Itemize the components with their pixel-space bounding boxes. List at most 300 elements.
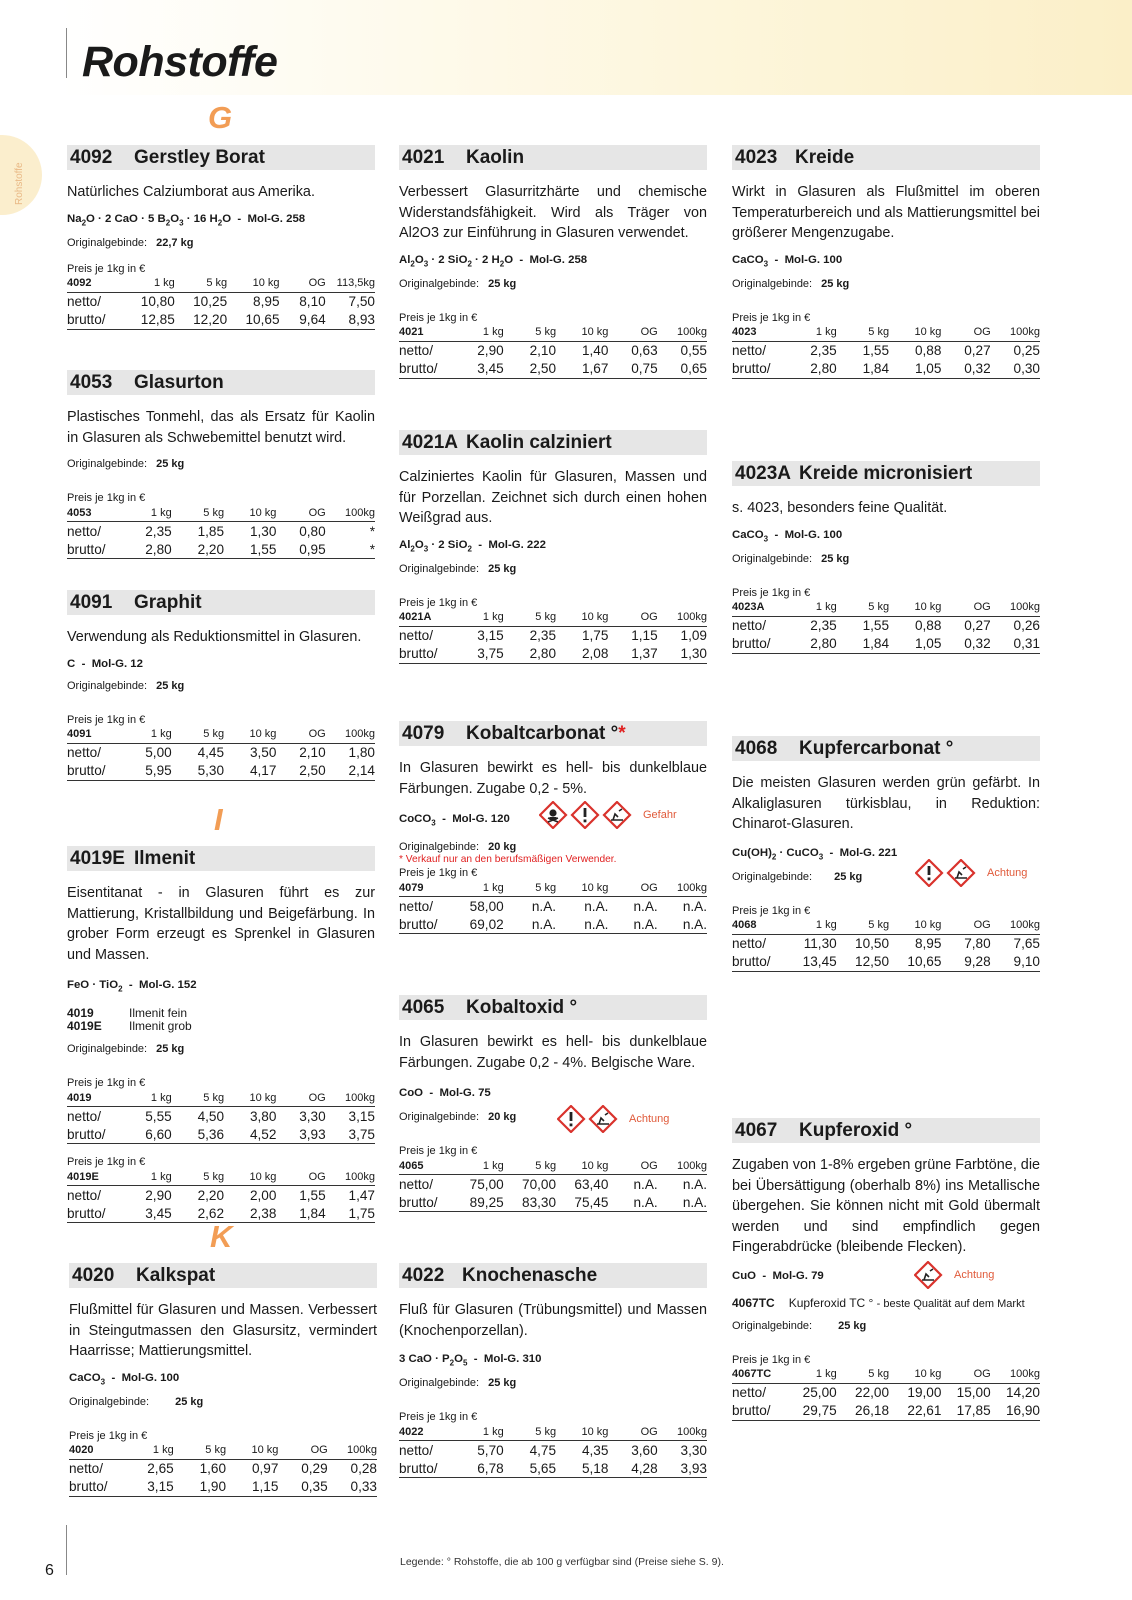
price-cell: 1,90 xyxy=(174,1478,226,1497)
price-cell: 0,25 xyxy=(1013,343,1040,359)
article-number: 4092 xyxy=(70,147,113,168)
price-cell: n.A. xyxy=(682,898,707,914)
price-table xyxy=(399,609,707,664)
price-cell: 6,78 xyxy=(454,1459,503,1478)
signal-word: Achtung xyxy=(954,1268,995,1281)
row-label: brutto/ xyxy=(399,360,454,379)
price-cell: 5 kg xyxy=(837,1366,889,1384)
price-cell: n.A. xyxy=(633,1176,658,1192)
price-cell: 10 kg xyxy=(224,1089,276,1107)
price-cell: 2,35 xyxy=(810,343,837,359)
price-label: Preis je 1kg in € xyxy=(732,586,811,599)
price-cell: OG xyxy=(941,917,990,935)
price-cell: 5,65 xyxy=(504,1459,556,1478)
price-cell: 75,00 xyxy=(469,1176,504,1192)
price-cell: 100kg xyxy=(658,324,707,342)
price-cell: 10,25 xyxy=(193,294,228,310)
chemical-formula: $Al_2O_3 \cdot 2$ SiO$_2$ · 2 $H_2O - Mol-G$. 258 xyxy=(399,253,588,268)
description: In Glasuren bewirkt es hell- bis dunkelblaue Färbungen. Zugabe 0,2 - 4%. Belgische Ware. xyxy=(399,1034,707,1071)
price-cell: 4023 xyxy=(732,324,787,342)
price-cell: 0,35 xyxy=(278,1478,327,1497)
environment-hazard-icon xyxy=(914,1261,944,1289)
price-table xyxy=(67,1089,375,1144)
netto-row xyxy=(399,341,707,360)
variant-name: Ilmenit fein xyxy=(129,1006,188,1021)
article-number: 4020 xyxy=(72,1265,115,1286)
price-cell: 3,45 xyxy=(454,360,503,379)
price-cell: 5 kg xyxy=(174,1442,226,1460)
price-cell: OG xyxy=(941,1366,990,1384)
brutto-row xyxy=(399,1193,707,1212)
price-cell: 1,55 xyxy=(862,343,890,359)
original-package-value: 20 kg xyxy=(488,841,517,854)
price-header-row xyxy=(399,1157,707,1175)
original-package-value: 25 kg xyxy=(156,458,185,470)
page-number: 6 xyxy=(45,1562,54,1579)
price-cell: 3,30 xyxy=(299,1108,326,1124)
hazard-pictograms-icon xyxy=(557,1105,619,1133)
price-cell: 10 kg xyxy=(556,1157,608,1175)
price-cell: 3,15 xyxy=(124,1478,173,1497)
price-cell: 2,65 xyxy=(147,1461,174,1477)
price-cell: 7,80 xyxy=(964,936,991,952)
article-number: 4021 xyxy=(402,147,445,168)
formula-text: CoO xyxy=(399,1087,424,1099)
price-cell: 1,84 xyxy=(276,1204,325,1223)
price-cell: 1,67 xyxy=(556,360,608,379)
price-cell: 4,52 xyxy=(224,1125,276,1144)
original-package-value: 25 kg xyxy=(488,277,517,290)
original-package xyxy=(399,1111,707,1123)
netto-row xyxy=(399,1175,707,1194)
description: Verbessert Glasurritzhärte und chemische Widerstandsfähigkeit. Wird als Träger von Al2O3 zur Einführung in Glasuren verwendet. xyxy=(399,184,707,241)
price-cell: 100kg xyxy=(658,1423,707,1441)
netto-row xyxy=(732,934,1040,953)
price-cell: 2,35 xyxy=(810,618,837,634)
netto-row xyxy=(67,743,375,762)
entry-knochenasche xyxy=(399,1263,707,1478)
brutto-row xyxy=(732,953,1040,972)
netto-row xyxy=(399,626,707,645)
price-cell: 2,80 xyxy=(787,360,836,379)
price-cell: 5 kg xyxy=(504,1423,556,1441)
mol-weight: Mol-G. 12 xyxy=(91,657,143,670)
price-cell: 12,50 xyxy=(837,953,889,972)
price-cell: 2,35 xyxy=(529,628,557,644)
original-package-label: Originalgebinde: xyxy=(399,277,480,290)
price-cell: n.A. xyxy=(682,1176,707,1192)
price-cell: 17,85 xyxy=(941,1402,990,1421)
price-cell: 4092 xyxy=(67,275,122,293)
formula-text: CuO xyxy=(732,1269,757,1282)
description: Wirkt in Glasuren als Flußmittel im oberen Temperaturbereich und als Mattierungsmittel bei größerer Mengenzugabe. xyxy=(732,184,1040,241)
price-cell: 5 kg xyxy=(837,599,889,617)
original-package xyxy=(67,680,375,692)
original-package-value: 25 kg xyxy=(821,277,850,290)
price-cell: 22,00 xyxy=(855,1385,890,1400)
signal-word: Achtung xyxy=(987,866,1028,879)
price-cell: 4053 xyxy=(67,504,122,522)
variant-code: 4019E xyxy=(67,1019,102,1034)
price-cell: n.A. xyxy=(531,898,557,914)
price-cell: 11,30 xyxy=(803,936,837,952)
mol-weight: Mol-G. 100 xyxy=(784,528,843,541)
price-cell: 2,50 xyxy=(276,762,325,781)
product-name: Gerstley Borat xyxy=(134,147,265,168)
price-cell: 1,05 xyxy=(889,635,941,654)
original-package-label: Originalgebinde: xyxy=(67,458,148,470)
original-package-value: 25 kg xyxy=(175,1395,204,1408)
price-label: Preis je 1kg in € xyxy=(399,1411,478,1424)
price-table xyxy=(732,599,1040,654)
row-label: brutto/ xyxy=(399,915,454,934)
price-cell: 1,09 xyxy=(680,628,707,644)
price-cell: 1,47 xyxy=(348,1187,375,1203)
price-cell: 0,97 xyxy=(251,1461,279,1477)
price-cell: 12,20 xyxy=(175,311,227,330)
price-header-row xyxy=(67,726,375,744)
brutto-row xyxy=(67,311,375,330)
price-cell: 5 kg xyxy=(504,609,556,627)
price-cell: 2,90 xyxy=(145,1187,172,1203)
netto-row xyxy=(732,341,1040,360)
price-cell: 100kg xyxy=(658,879,707,897)
price-cell: n.A. xyxy=(633,898,658,914)
price-table xyxy=(732,1366,1040,1421)
price-cell: 100kg xyxy=(658,609,707,627)
price-cell: 1 kg xyxy=(454,1157,503,1175)
footer-rule xyxy=(66,1525,67,1575)
brutto-row xyxy=(67,1125,375,1144)
brutto-row xyxy=(67,540,375,559)
variant-code: 4019 xyxy=(67,1006,94,1021)
entry-header xyxy=(67,846,375,871)
price-cell: n.A. xyxy=(658,915,707,934)
price-cell: 0,31 xyxy=(991,635,1040,654)
price-cell: 1 kg xyxy=(787,1366,836,1384)
price-cell: n.A. xyxy=(556,915,608,934)
price-cell: 100kg xyxy=(326,1168,375,1186)
price-cell: 58,00 xyxy=(469,898,504,914)
product-name: Kreide xyxy=(795,147,855,168)
price-header-row xyxy=(732,599,1040,617)
price-cell: 4020 xyxy=(69,1442,124,1460)
price-cell: 3,15 xyxy=(477,628,504,644)
price-cell: 5 kg xyxy=(172,504,224,522)
product-name: Kreide micronisiert xyxy=(799,463,973,484)
row-label: brutto/ xyxy=(732,360,787,379)
price-cell: 1,40 xyxy=(581,343,609,359)
row-label: brutto/ xyxy=(732,635,787,654)
row-label: brutto/ xyxy=(69,1478,124,1497)
hazard-symbols xyxy=(557,1105,669,1133)
mol-weight: Mol-G. 258 xyxy=(247,212,306,225)
brutto-row xyxy=(69,1478,377,1497)
original-package-value: 25 kg xyxy=(834,870,863,883)
original-package-label: Originalgebinde: xyxy=(732,870,813,883)
description: Zugaben von 1-8% ergeben grüne Farbtöne, die bei Übersättigung (oberhalb 8%) ins Metallische übergehen. Sie können nicht mit Gold übermalt werden und sind empfindlich gegen Fingerabdrücke (bleibende Flecken). xyxy=(732,1157,1041,1255)
price-cell: n.A. xyxy=(658,1193,707,1212)
price-cell: 2,10 xyxy=(529,343,557,359)
price-cell: 75,45 xyxy=(556,1193,608,1212)
row-label: brutto/ xyxy=(399,1459,454,1478)
mol-weight: Mol-G. 79 xyxy=(772,1269,824,1282)
entry-kupfercarbonat xyxy=(732,736,1040,972)
variants xyxy=(67,1007,375,1033)
product-name: Kalkspat xyxy=(136,1265,216,1286)
price-cell: 4023A xyxy=(732,599,787,617)
price-cell: 1,60 xyxy=(199,1461,227,1477)
row-label: netto/ xyxy=(67,294,102,310)
product-name: Graphit xyxy=(134,592,202,613)
price-cell: 9,28 xyxy=(941,953,990,972)
original-package-value: 25 kg xyxy=(488,1377,517,1390)
brutto-row xyxy=(67,1204,375,1223)
price-cell: 2,62 xyxy=(172,1204,224,1223)
price-cell: 100kg xyxy=(326,726,375,744)
variant-code: 4067TC xyxy=(732,1295,775,1310)
brutto-row xyxy=(732,360,1040,379)
entry-kobaltoxid xyxy=(399,995,707,1212)
price-label: Preis je 1kg in € xyxy=(67,262,146,275)
variant-note: - beste Qualität auf dem Markt xyxy=(876,1297,1025,1310)
price-cell: OG xyxy=(608,879,657,897)
price-cell: 10 kg xyxy=(224,1168,276,1186)
price-label: Preis je 1kg in € xyxy=(67,492,146,504)
original-package-label: Originalgebinde: xyxy=(399,562,480,575)
title-rule xyxy=(66,28,67,78)
chemical-formula: FeO · TiO$_2$ - Mol-G. 152 xyxy=(67,979,197,994)
chemical-formula: CoO - Mol-G. 75 xyxy=(399,1087,491,1099)
original-package xyxy=(67,237,375,249)
row-label: netto/ xyxy=(732,618,767,634)
price-cell: 100kg xyxy=(991,324,1040,342)
price-cell: 10,65 xyxy=(227,311,279,330)
row-label: netto/ xyxy=(732,936,767,952)
price-cell: 2,20 xyxy=(197,1187,225,1203)
variant-name: Ilmenit grob xyxy=(129,1019,192,1034)
entry-header xyxy=(67,590,375,615)
price-cell: 0,80 xyxy=(299,523,326,539)
price-cell: 0,88 xyxy=(914,343,942,359)
price-cell: n.A. xyxy=(584,898,609,914)
original-package xyxy=(732,553,1040,565)
price-cell: 1,30 xyxy=(249,523,277,539)
entry-glasurton xyxy=(67,370,375,559)
row-label: netto/ xyxy=(399,628,434,644)
price-cell: 3,60 xyxy=(631,1442,658,1458)
price-table xyxy=(69,1442,377,1497)
price-cell: 1,80 xyxy=(348,745,375,760)
tc-variant xyxy=(732,1296,1040,1310)
price-cell: 10 kg xyxy=(556,324,608,342)
price-cell: 10 kg xyxy=(556,879,608,897)
price-cell: 4022 xyxy=(399,1423,454,1441)
price-label: Preis je 1kg in € xyxy=(732,1353,811,1366)
price-cell: 2,14 xyxy=(326,762,375,781)
price-header-row xyxy=(69,1442,377,1460)
original-package-value: 25 kg xyxy=(156,1043,185,1056)
price-cell: 100kg xyxy=(326,504,375,522)
formula-text: C xyxy=(67,657,76,670)
mol-weight: Mol-G. 258 xyxy=(529,253,588,266)
price-cell: 5,95 xyxy=(122,762,171,781)
original-package-label: Originalgebinde: xyxy=(732,552,813,565)
original-package xyxy=(732,1320,1040,1332)
price-table xyxy=(67,726,375,781)
price-cell: 10 kg xyxy=(556,609,608,627)
price-cell: 113,5kg xyxy=(326,275,375,293)
variant xyxy=(67,1007,375,1020)
row-label: brutto/ xyxy=(732,1402,787,1421)
price-cell: n.A. xyxy=(608,915,657,934)
price-cell: 2,00 xyxy=(249,1187,277,1203)
row-label: netto/ xyxy=(399,343,434,359)
original-package-label: Originalgebinde: xyxy=(69,1395,150,1408)
article-number: 4053 xyxy=(70,372,113,393)
price-cell: 100kg xyxy=(991,599,1040,617)
price-cell: n.A. xyxy=(504,915,556,934)
price-header-row xyxy=(67,504,375,522)
price-table xyxy=(732,324,1040,379)
price-cell: 10,80 xyxy=(140,294,175,310)
price-cell: 1,84 xyxy=(837,635,889,654)
price-cell: OG xyxy=(941,324,990,342)
price-cell: 5 kg xyxy=(172,1089,224,1107)
signal-word: Gefahr xyxy=(643,809,677,822)
price-cell: 0,28 xyxy=(350,1461,377,1477)
price-label: Preis je 1kg in € xyxy=(732,904,811,917)
price-cell: 19,00 xyxy=(907,1385,942,1400)
entry-kreide xyxy=(732,145,1040,379)
price-table xyxy=(399,1157,707,1212)
price-cell: OG xyxy=(276,504,325,522)
price-cell: 8,93 xyxy=(326,311,375,330)
mol-weight: Mol-G. 75 xyxy=(439,1087,491,1099)
hazard-symbols xyxy=(914,1261,994,1289)
price-cell: 5,55 xyxy=(145,1108,172,1124)
chemical-formula: $Na_2O \cdot 2$ CaO · 5 $B_2O_3 \cdot 16$ $H_2O - Mol-G$. 258 xyxy=(67,212,306,227)
original-package xyxy=(399,278,707,290)
entry-header xyxy=(67,370,375,395)
price-cell: 4,17 xyxy=(224,762,276,781)
section-letter-i: I xyxy=(214,802,223,837)
article-number: 4022 xyxy=(402,1265,445,1286)
price-cell: 1,15 xyxy=(226,1478,278,1497)
price-cell: 0,32 xyxy=(941,360,990,379)
price-cell: 1 kg xyxy=(454,879,503,897)
article-number: 4091 xyxy=(70,592,113,613)
price-cell: 10 kg xyxy=(889,324,941,342)
price-header-row xyxy=(399,609,707,627)
price-cell: * xyxy=(369,523,375,539)
mol-weight: Mol-G. 221 xyxy=(839,846,898,859)
price-cell: 2,50 xyxy=(504,360,556,379)
row-label: netto/ xyxy=(732,1385,767,1400)
price-cell: 2,80 xyxy=(122,540,171,559)
hazard-symbols xyxy=(915,859,1027,887)
price-cell: 8,10 xyxy=(299,294,326,310)
variant-name: Kupferoxid TC ° xyxy=(788,1295,874,1310)
product-name: Kaolin xyxy=(466,147,525,168)
entry-header xyxy=(67,145,375,170)
article-number: 4068 xyxy=(735,738,778,759)
netto-row xyxy=(399,897,707,916)
chemical-formula: CaCO$_3$ - Mol-G. 100 xyxy=(69,1371,180,1386)
chemical-formula: C - Mol-G. 12 xyxy=(67,657,143,670)
price-cell: 5 kg xyxy=(504,1157,556,1175)
price-cell: 9,64 xyxy=(280,311,326,330)
price-cell: 5 kg xyxy=(172,726,224,744)
price-table xyxy=(67,1168,375,1223)
original-package-label: Originalgebinde: xyxy=(67,679,148,692)
netto-row xyxy=(69,1459,377,1478)
price-cell: 22,61 xyxy=(889,1402,941,1421)
price-header-row xyxy=(67,1168,375,1186)
price-table xyxy=(399,1423,707,1478)
row-label: brutto/ xyxy=(399,645,454,664)
page-title: Rohstoffe xyxy=(82,38,278,86)
price-cell: OG xyxy=(608,609,657,627)
row-label: netto/ xyxy=(399,898,434,914)
article-number: 4065 xyxy=(402,997,445,1018)
price-label: Preis je 1kg in € xyxy=(67,1077,146,1090)
mol-weight: Mol-G. 120 xyxy=(452,813,510,825)
price-cell: 5 kg xyxy=(837,917,889,935)
side-tab-label: Rohstoffe xyxy=(14,162,25,205)
price-cell: 4,75 xyxy=(529,1442,557,1458)
netto-row xyxy=(67,1186,375,1205)
price-cell: 29,75 xyxy=(787,1402,836,1421)
price-table xyxy=(67,504,375,559)
price-table xyxy=(399,879,707,934)
price-cell: 2,38 xyxy=(224,1204,276,1223)
price-cell: 83,30 xyxy=(504,1193,556,1212)
price-cell: 3,93 xyxy=(276,1125,325,1144)
price-cell: OG xyxy=(941,599,990,617)
section-letter-g: G xyxy=(208,100,233,135)
product-name: Glasurton xyxy=(134,372,224,393)
price-cell: 10 kg xyxy=(556,1423,608,1441)
row-label: brutto/ xyxy=(67,311,122,330)
price-cell: 12,85 xyxy=(122,311,174,330)
price-cell: 7,50 xyxy=(348,294,375,310)
price-cell: 10 kg xyxy=(224,504,276,522)
price-cell: 0,63 xyxy=(631,343,658,359)
entry-kupferoxid xyxy=(732,1118,1040,1421)
chemical-formula: CaCO$_3$ - Mol-G. 100 xyxy=(732,253,843,268)
original-package xyxy=(732,866,1040,883)
mol-weight: Mol-G. 152 xyxy=(138,979,197,991)
price-cell: 10,50 xyxy=(855,936,890,952)
description: s. 4023, besonders feine Qualität. xyxy=(732,500,948,516)
price-cell: 10 kg xyxy=(224,726,276,744)
chemical-formula: CoCO$_3$ - Mol-G. 120 xyxy=(399,813,510,828)
price-cell: 100kg xyxy=(991,1366,1040,1384)
original-package-label: Originalgebinde: xyxy=(67,1043,148,1056)
price-cell: 4019E xyxy=(67,1168,122,1186)
entry-header xyxy=(399,995,707,1020)
row-label: brutto/ xyxy=(67,540,122,559)
price-cell: 3,45 xyxy=(122,1204,171,1223)
price-cell: 4021A xyxy=(399,609,454,627)
price-cell: 2,80 xyxy=(787,635,836,654)
chemical-formula: 3 CaO · $P_2O_5 - Mol-G$. 310 xyxy=(399,1353,542,1368)
original-package-value: 25 kg xyxy=(821,552,850,565)
brutto-row xyxy=(67,762,375,781)
price-cell: 0,75 xyxy=(608,360,657,379)
row-label: netto/ xyxy=(67,523,102,539)
